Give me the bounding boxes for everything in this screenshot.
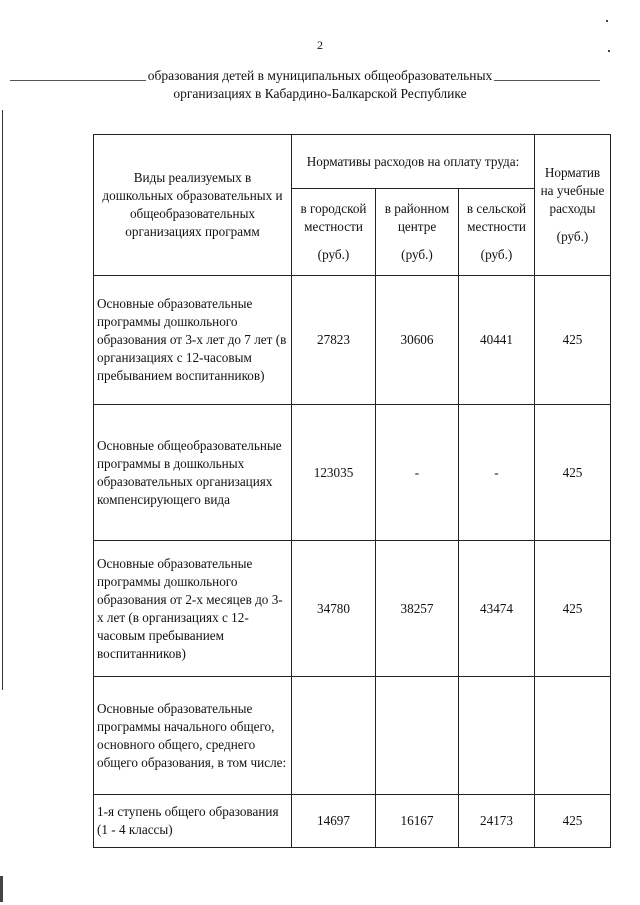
urban-value: 14697 [292,795,376,848]
district-value: - [376,405,459,541]
urban-label: в городской местности [300,201,367,234]
edu-value [535,677,611,795]
programs-column-header: Виды реализуемых в дошкольных образовательных и общеобразовательных организациях программ [94,135,292,276]
district-column-header [376,189,459,276]
rural-value: 24173 [459,795,535,848]
page-number: 2 [317,38,323,52]
rural-value: 43474 [459,541,535,677]
program-cell: 1-я ступень общего образования (1 - 4 классы) [94,795,292,848]
page-heading-line-2: организациях в Кабардино-Балкарской Республике [173,86,467,101]
program-cell: Основные образовательные программы дошкольного образования от 3-х лет до 7 лет (в организациях с 12-часовым пребыванием воспитанников) [94,276,292,405]
scan-dot [608,50,610,52]
edu-value: 425 [535,795,611,848]
urban-unit: (руб.) [317,247,350,262]
edu-expenses-label: Норматив на учебные расходы [540,165,605,216]
rural-label: в сельской местности [466,201,527,234]
urban-value: 123035 [292,405,376,541]
rural-value: 40441 [459,276,535,405]
norms-table [93,134,611,848]
rural-value [459,677,535,795]
table-row [94,795,611,848]
district-unit: (руб.) [401,247,433,262]
labor-norms-group-header: Нормативы расходов на оплату труда: [292,135,535,189]
district-value: 30606 [376,276,459,405]
scan-edge-mark [0,876,3,902]
urban-value: 27823 [292,276,376,405]
rural-value: - [459,405,535,541]
edu-value: 425 [535,276,611,405]
program-cell: Основные образовательные программы начального общего, основного общего, среднего общего образования, в том числе: [94,677,292,795]
rural-column-header [459,189,535,276]
district-value: 38257 [376,541,459,677]
edu-expenses-column-header [535,135,611,276]
scan-margin-line [2,110,3,690]
urban-value [292,677,376,795]
page-heading-line-1 [0,68,640,84]
program-cell: Основные образовательные программы дошкольного образования от 2-х месяцев до 3-х лет (в организациях с 12-часовым пребыванием воспитанников) [94,541,292,677]
urban-value: 34780 [292,541,376,677]
urban-column-header [292,189,376,276]
district-value [376,677,459,795]
table-row [94,276,611,405]
district-label: в районном центре [384,201,450,234]
rural-unit: (руб.) [480,247,513,262]
heading-line-1-text: образования детей в муниципальных общеобразовательных [147,68,493,83]
table-row [94,405,611,541]
edu-expenses-unit: (руб.) [556,229,589,244]
scan-dot [606,20,608,22]
table-row [94,541,611,677]
table-row [94,677,611,795]
district-value: 16167 [376,795,459,848]
edu-value: 425 [535,541,611,677]
program-cell: Основные общеобразовательные программы в дошкольных образовательных организациях компенсирующего вида [94,405,292,541]
edu-value: 425 [535,405,611,541]
